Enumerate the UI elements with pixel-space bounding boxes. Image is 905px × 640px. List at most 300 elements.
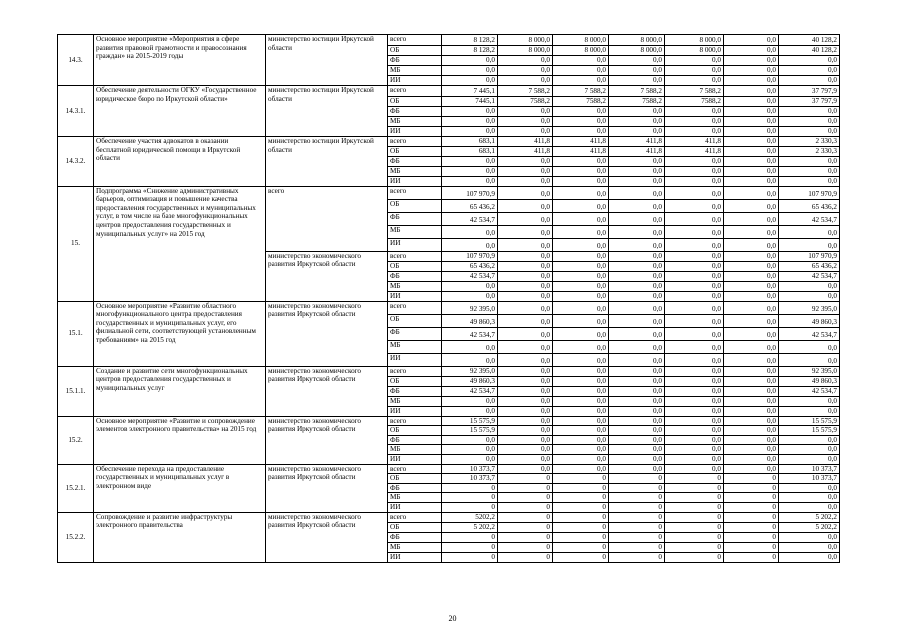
amount-cell: 0,0 xyxy=(498,186,553,199)
amount-cell: 0,0 xyxy=(609,281,665,291)
funding-source: всего xyxy=(388,512,442,522)
amount-cell: 0,0 xyxy=(609,340,665,353)
amount-cell: 0,0 xyxy=(553,76,609,86)
amount-cell: 0,0 xyxy=(498,366,553,376)
amount-cell: 0,0 xyxy=(665,435,724,445)
amount-cell: 0 xyxy=(553,542,609,552)
amount-cell: 7 588,2 xyxy=(609,86,665,97)
amount-cell: 0 xyxy=(724,512,779,522)
amount-cell: 0,0 xyxy=(665,416,724,426)
amount-cell: 683,1 xyxy=(442,147,498,157)
amount-cell: 0 xyxy=(609,512,665,522)
amount-cell: 0,0 xyxy=(498,406,553,416)
funding-source: ИИ xyxy=(388,406,442,416)
amount-cell: 8 000,0 xyxy=(609,35,665,46)
amount-cell: 10 373,7 xyxy=(442,464,498,474)
funding-source: ИИ xyxy=(388,127,442,137)
amount-cell: 0,0 xyxy=(609,271,665,281)
amount-cell: 0,0 xyxy=(609,167,665,177)
amount-cell: 0,0 xyxy=(724,291,779,301)
funding-source: ОБ xyxy=(388,426,442,436)
amount-cell: 42 534,7 xyxy=(779,327,840,340)
amount-cell: 0,0 xyxy=(498,416,553,426)
amount-cell: 0,0 xyxy=(724,435,779,445)
amount-cell: 0,0 xyxy=(442,281,498,291)
amount-cell: 0,0 xyxy=(553,416,609,426)
amount-cell: 0 xyxy=(609,483,665,493)
amount-cell: 0 xyxy=(442,502,498,512)
amount-cell: 0 xyxy=(609,522,665,532)
amount-cell: 0,0 xyxy=(553,386,609,396)
amount-cell: 7 445,1 xyxy=(442,86,498,97)
amount-cell: 0,0 xyxy=(498,167,553,177)
amount-cell: 0,0 xyxy=(609,199,665,212)
amount-cell: 107 970,9 xyxy=(779,186,840,199)
funding-source: ИИ xyxy=(388,76,442,86)
amount-cell: 0,0 xyxy=(553,117,609,127)
amount-cell: 0 xyxy=(498,483,553,493)
amount-cell: 40 128,2 xyxy=(779,35,840,46)
amount-cell: 0,0 xyxy=(779,542,840,552)
amount-cell: 0,0 xyxy=(498,238,553,251)
amount-cell: 0,0 xyxy=(665,186,724,199)
amount-cell: 0 xyxy=(553,512,609,522)
responsible-executor: министерство экономического развития Иркутской области xyxy=(266,366,388,416)
funding-source: ИИ xyxy=(388,238,442,251)
amount-cell: 92 395,0 xyxy=(442,301,498,314)
funding-source: ОБ xyxy=(388,376,442,386)
amount-cell: 0,0 xyxy=(665,127,724,137)
table-row xyxy=(58,416,840,426)
amount-cell: 65 436,2 xyxy=(779,199,840,212)
amount-cell: 0 xyxy=(665,542,724,552)
funding-source: всего xyxy=(388,301,442,314)
amount-cell: 0,0 xyxy=(724,167,779,177)
amount-cell: 0,0 xyxy=(609,314,665,327)
amount-cell: 0,0 xyxy=(442,107,498,117)
amount-cell: 0,0 xyxy=(609,212,665,225)
amount-cell: 411,8 xyxy=(498,147,553,157)
amount-cell: 0,0 xyxy=(553,157,609,167)
amount-cell: 411,8 xyxy=(609,147,665,157)
funding-source: всего xyxy=(388,137,442,147)
amount-cell: 0,0 xyxy=(442,157,498,167)
amount-cell: 0,0 xyxy=(498,314,553,327)
amount-cell: 0,0 xyxy=(609,56,665,66)
amount-cell: 411,8 xyxy=(498,137,553,147)
amount-cell: 0,0 xyxy=(724,251,779,261)
amount-cell: 0,0 xyxy=(779,445,840,455)
amount-cell: 37 797,9 xyxy=(779,86,840,97)
amount-cell: 0,0 xyxy=(609,261,665,271)
amount-cell: 0 xyxy=(498,474,553,484)
table-row xyxy=(58,86,840,97)
amount-cell: 0,0 xyxy=(498,225,553,238)
funding-source: ФБ xyxy=(388,157,442,167)
amount-cell: 0 xyxy=(665,532,724,542)
amount-cell: 0,0 xyxy=(724,147,779,157)
amount-cell: 0,0 xyxy=(498,353,553,366)
amount-cell: 7 588,2 xyxy=(553,86,609,97)
amount-cell: 0,0 xyxy=(442,238,498,251)
funding-source: МБ xyxy=(388,542,442,552)
amount-cell: 49 860,3 xyxy=(442,376,498,386)
amount-cell: 0,0 xyxy=(609,386,665,396)
amount-cell: 0,0 xyxy=(498,127,553,137)
funding-source: ИИ xyxy=(388,291,442,301)
funding-source: ФБ xyxy=(388,107,442,117)
amount-cell: 0,0 xyxy=(498,212,553,225)
amount-cell: 0,0 xyxy=(779,56,840,66)
amount-cell: 0,0 xyxy=(442,406,498,416)
amount-cell: 0 xyxy=(724,483,779,493)
funding-source: ОБ xyxy=(388,199,442,212)
amount-cell: 0 xyxy=(609,502,665,512)
amount-cell: 0,0 xyxy=(665,107,724,117)
amount-cell: 92 395,0 xyxy=(442,366,498,376)
amount-cell: 0,0 xyxy=(609,177,665,187)
amount-cell: 0,0 xyxy=(498,454,553,464)
amount-cell: 0,0 xyxy=(665,177,724,187)
amount-cell: 0,0 xyxy=(665,327,724,340)
amount-cell: 0,0 xyxy=(553,464,609,474)
amount-cell: 0 xyxy=(665,493,724,503)
amount-cell: 0 xyxy=(665,483,724,493)
amount-cell: 0,0 xyxy=(553,238,609,251)
funding-source: ФБ xyxy=(388,386,442,396)
funding-source: МБ xyxy=(388,225,442,238)
amount-cell: 0,0 xyxy=(553,167,609,177)
amount-cell: 49 860,3 xyxy=(779,376,840,386)
amount-cell: 8 000,0 xyxy=(609,46,665,56)
amount-cell: 0 xyxy=(498,522,553,532)
item-name: Создание и развитие сети многофункциональных центров предоставления государственных и муниципальных услуг xyxy=(94,366,266,416)
amount-cell: 0 xyxy=(665,512,724,522)
amount-cell: 0,0 xyxy=(609,416,665,426)
amount-cell: 0,0 xyxy=(442,396,498,406)
amount-cell: 0 xyxy=(724,474,779,484)
amount-cell: 0,0 xyxy=(442,291,498,301)
amount-cell: 5 202,2 xyxy=(779,522,840,532)
amount-cell: 0,0 xyxy=(724,340,779,353)
item-code: 15.2.2. xyxy=(58,512,94,562)
amount-cell: 8 000,0 xyxy=(553,46,609,56)
amount-cell: 0,0 xyxy=(665,353,724,366)
amount-cell: 0,0 xyxy=(779,281,840,291)
amount-cell: 7588,2 xyxy=(553,97,609,107)
amount-cell: 7588,2 xyxy=(498,97,553,107)
amount-cell: 8 000,0 xyxy=(498,35,553,46)
amount-cell: 0 xyxy=(665,552,724,562)
item-code: 14.3.1. xyxy=(58,86,94,137)
responsible-executor: министерство экономического развития Иркутской области xyxy=(266,416,388,464)
amount-cell: 0 xyxy=(442,532,498,542)
amount-cell: 0,0 xyxy=(553,454,609,464)
amount-cell: 0,0 xyxy=(553,271,609,281)
amount-cell: 0,0 xyxy=(498,66,553,76)
item-code: 15.2.1. xyxy=(58,464,94,512)
amount-cell: 0,0 xyxy=(665,167,724,177)
amount-cell: 0,0 xyxy=(553,212,609,225)
item-name: Сопровождение и развитие инфраструктуры электронного правительства xyxy=(94,512,266,562)
amount-cell: 0,0 xyxy=(498,464,553,474)
amount-cell: 0,0 xyxy=(553,396,609,406)
amount-cell: 0,0 xyxy=(665,366,724,376)
amount-cell: 0,0 xyxy=(609,251,665,261)
amount-cell: 42 534,7 xyxy=(779,386,840,396)
amount-cell: 0,0 xyxy=(779,552,840,562)
amount-cell: 2 330,3 xyxy=(779,137,840,147)
amount-cell: 65 436,2 xyxy=(442,199,498,212)
amount-cell: 0 xyxy=(665,502,724,512)
amount-cell: 0,0 xyxy=(498,271,553,281)
amount-cell: 0 xyxy=(609,474,665,484)
funding-source: МБ xyxy=(388,340,442,353)
amount-cell: 0,0 xyxy=(609,353,665,366)
amount-cell: 0 xyxy=(442,552,498,562)
amount-cell: 40 128,2 xyxy=(779,46,840,56)
amount-cell: 0 xyxy=(553,552,609,562)
amount-cell: 0,0 xyxy=(779,76,840,86)
amount-cell: 0,0 xyxy=(553,327,609,340)
page-number: 20 xyxy=(448,614,457,623)
amount-cell: 0,0 xyxy=(665,76,724,86)
amount-cell: 0,0 xyxy=(553,426,609,436)
amount-cell: 0 xyxy=(553,483,609,493)
amount-cell: 0,0 xyxy=(724,66,779,76)
amount-cell: 0,0 xyxy=(779,117,840,127)
amount-cell: 0,0 xyxy=(665,117,724,127)
amount-cell: 0,0 xyxy=(498,281,553,291)
amount-cell: 0,0 xyxy=(665,225,724,238)
amount-cell: 0,0 xyxy=(724,107,779,117)
funding-source: ИИ xyxy=(388,454,442,464)
amount-cell: 0,0 xyxy=(779,127,840,137)
amount-cell: 0,0 xyxy=(724,376,779,386)
amount-cell: 0,0 xyxy=(779,157,840,167)
amount-cell: 0 xyxy=(553,502,609,512)
amount-cell: 0,0 xyxy=(665,291,724,301)
amount-cell: 0,0 xyxy=(442,353,498,366)
funding-source: всего xyxy=(388,464,442,474)
amount-cell: 0,0 xyxy=(665,426,724,436)
amount-cell: 0,0 xyxy=(724,35,779,46)
funding-source: ФБ xyxy=(388,532,442,542)
amount-cell: 0,0 xyxy=(442,127,498,137)
amount-cell: 0 xyxy=(442,542,498,552)
amount-cell: 8 128,2 xyxy=(442,46,498,56)
amount-cell: 0,0 xyxy=(442,454,498,464)
amount-cell: 107 970,9 xyxy=(779,251,840,261)
responsible-executor: министерство экономического развития Иркутской области xyxy=(266,301,388,366)
funding-source: всего xyxy=(388,416,442,426)
amount-cell: 0,0 xyxy=(498,435,553,445)
amount-cell: 49 860,3 xyxy=(779,314,840,327)
amount-cell: 7 588,2 xyxy=(665,86,724,97)
amount-cell: 0,0 xyxy=(779,396,840,406)
amount-cell: 0,0 xyxy=(609,76,665,86)
funding-source: МБ xyxy=(388,167,442,177)
amount-cell: 0 xyxy=(724,542,779,552)
amount-cell: 411,8 xyxy=(553,137,609,147)
amount-cell: 8 000,0 xyxy=(665,35,724,46)
amount-cell: 0,0 xyxy=(609,445,665,455)
funding-source: всего xyxy=(388,366,442,376)
amount-cell: 5202,2 xyxy=(442,512,498,522)
amount-cell: 0,0 xyxy=(609,301,665,314)
funding-source: МБ xyxy=(388,396,442,406)
amount-cell: 0,0 xyxy=(609,366,665,376)
amount-cell: 0 xyxy=(442,483,498,493)
responsible-executor: министерство экономического развития Иркутской области xyxy=(266,251,388,301)
responsible-executor: министерство юстиции Иркутской области xyxy=(266,137,388,187)
amount-cell: 0,0 xyxy=(779,483,840,493)
amount-cell: 0 xyxy=(498,552,553,562)
funding-source: МБ xyxy=(388,281,442,291)
amount-cell: 0,0 xyxy=(724,426,779,436)
amount-cell: 0,0 xyxy=(779,291,840,301)
amount-cell: 0,0 xyxy=(724,396,779,406)
amount-cell: 0,0 xyxy=(779,454,840,464)
amount-cell: 0,0 xyxy=(553,281,609,291)
item-name: Обеспечение участия адвокатов в оказании бесплатной юридической помощи в Иркутской области xyxy=(94,137,266,187)
amount-cell: 0,0 xyxy=(724,314,779,327)
amount-cell: 0,0 xyxy=(665,454,724,464)
amount-cell: 0,0 xyxy=(724,117,779,127)
amount-cell: 10 373,7 xyxy=(779,474,840,484)
amount-cell: 0,0 xyxy=(665,464,724,474)
funding-source: ФБ xyxy=(388,212,442,225)
item-code: 14.3. xyxy=(58,35,94,86)
funding-source: ФБ xyxy=(388,271,442,281)
amount-cell: 0,0 xyxy=(665,261,724,271)
amount-cell: 0 xyxy=(609,532,665,542)
amount-cell: 0,0 xyxy=(498,56,553,66)
amount-cell: 0,0 xyxy=(553,186,609,199)
amount-cell: 0,0 xyxy=(724,281,779,291)
amount-cell: 92 395,0 xyxy=(779,301,840,314)
funding-source: ФБ xyxy=(388,483,442,493)
amount-cell: 0,0 xyxy=(779,107,840,117)
responsible-executor: министерство юстиции Иркутской области xyxy=(266,86,388,137)
responsible-executor: министерство экономического развития Иркутской области xyxy=(266,464,388,512)
amount-cell: 0,0 xyxy=(609,127,665,137)
amount-cell: 42 534,7 xyxy=(442,271,498,281)
amount-cell: 0,0 xyxy=(779,353,840,366)
amount-cell: 0,0 xyxy=(609,66,665,76)
amount-cell: 0 xyxy=(553,522,609,532)
amount-cell: 0,0 xyxy=(498,445,553,455)
amount-cell: 0,0 xyxy=(609,396,665,406)
table-row xyxy=(58,301,840,314)
amount-cell: 0,0 xyxy=(442,225,498,238)
amount-cell: 0,0 xyxy=(724,97,779,107)
amount-cell: 42 534,7 xyxy=(442,386,498,396)
amount-cell: 0,0 xyxy=(724,238,779,251)
table-row xyxy=(58,366,840,376)
amount-cell: 0,0 xyxy=(553,177,609,187)
funding-source: ИИ xyxy=(388,502,442,512)
amount-cell: 65 436,2 xyxy=(442,261,498,271)
amount-cell: 0,0 xyxy=(724,301,779,314)
table-row xyxy=(58,464,840,474)
amount-cell: 10 373,7 xyxy=(779,464,840,474)
amount-cell: 0,0 xyxy=(665,386,724,396)
amount-cell: 0 xyxy=(665,522,724,532)
amount-cell: 0,0 xyxy=(665,376,724,386)
amount-cell: 0,0 xyxy=(724,86,779,97)
amount-cell: 0,0 xyxy=(498,376,553,386)
amount-cell: 0,0 xyxy=(779,340,840,353)
amount-cell: 0,0 xyxy=(498,76,553,86)
amount-cell: 0,0 xyxy=(553,199,609,212)
item-code: 15.1. xyxy=(58,301,94,366)
amount-cell: 0,0 xyxy=(724,46,779,56)
amount-cell: 0,0 xyxy=(665,281,724,291)
responsible-executor: всего xyxy=(266,186,388,251)
amount-cell: 0,0 xyxy=(665,56,724,66)
funding-source: МБ xyxy=(388,493,442,503)
amount-cell: 0,0 xyxy=(609,454,665,464)
amount-cell: 0,0 xyxy=(724,127,779,137)
amount-cell: 0,0 xyxy=(779,502,840,512)
item-code: 15.2. xyxy=(58,416,94,464)
amount-cell: 0,0 xyxy=(498,386,553,396)
amount-cell: 7 588,2 xyxy=(498,86,553,97)
funding-source: ОБ xyxy=(388,261,442,271)
amount-cell: 0,0 xyxy=(553,225,609,238)
amount-cell: 0,0 xyxy=(665,212,724,225)
funding-source: ОБ xyxy=(388,474,442,484)
amount-cell: 0 xyxy=(553,493,609,503)
amount-cell: 0,0 xyxy=(498,426,553,436)
amount-cell: 0 xyxy=(724,522,779,532)
funding-source: ИИ xyxy=(388,353,442,366)
amount-cell: 65 436,2 xyxy=(779,261,840,271)
amount-cell: 0,0 xyxy=(609,435,665,445)
amount-cell: 15 575,9 xyxy=(442,426,498,436)
amount-cell: 0,0 xyxy=(553,445,609,455)
amount-cell: 0 xyxy=(498,532,553,542)
amount-cell: 0,0 xyxy=(553,291,609,301)
funding-source: ФБ xyxy=(388,56,442,66)
budget-table xyxy=(57,34,840,563)
amount-cell: 0,0 xyxy=(779,177,840,187)
amount-cell: 0,0 xyxy=(553,251,609,261)
amount-cell: 0,0 xyxy=(609,406,665,416)
funding-source: ОБ xyxy=(388,314,442,327)
amount-cell: 0,0 xyxy=(665,301,724,314)
amount-cell: 0,0 xyxy=(609,376,665,386)
amount-cell: 49 860,3 xyxy=(442,314,498,327)
amount-cell: 0,0 xyxy=(553,366,609,376)
item-name: Обеспечение перехода на предоставление государственных и муниципальных услуг в электронном виде xyxy=(94,464,266,512)
amount-cell: 0,0 xyxy=(609,225,665,238)
amount-cell: 0,0 xyxy=(665,340,724,353)
amount-cell: 0,0 xyxy=(442,445,498,455)
amount-cell: 15 575,9 xyxy=(779,426,840,436)
amount-cell: 8 000,0 xyxy=(553,35,609,46)
amount-cell: 0,0 xyxy=(779,493,840,503)
amount-cell: 0,0 xyxy=(498,301,553,314)
funding-source: всего xyxy=(388,186,442,199)
amount-cell: 0,0 xyxy=(553,261,609,271)
amount-cell: 0,0 xyxy=(609,107,665,117)
amount-cell: 0,0 xyxy=(498,396,553,406)
table-row xyxy=(58,186,840,199)
amount-cell: 0,0 xyxy=(724,464,779,474)
amount-cell: 0,0 xyxy=(553,435,609,445)
